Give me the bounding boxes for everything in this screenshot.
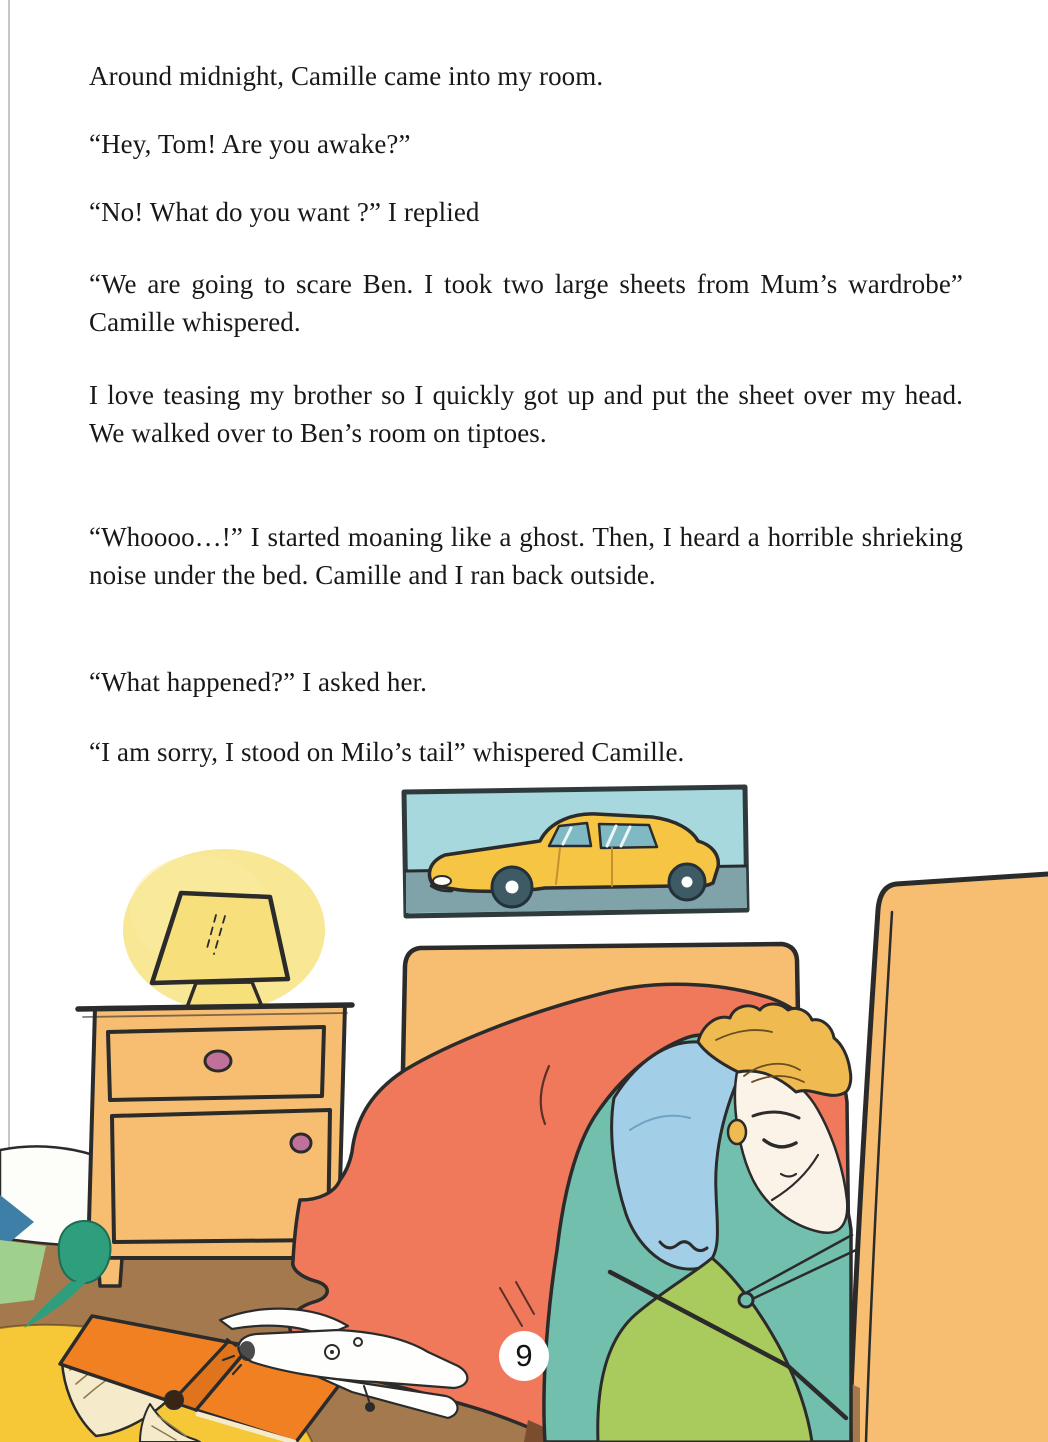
story-paragraph: “Whoooo…!” I started moaning like a ghost. Then, I heard a horrible shrieking noise under the bed. Camille and I ran back outside. <box>89 522 963 590</box>
story-paragraph: “No! What do you want ?” I replied <box>89 197 480 227</box>
drawer-knob-icon <box>205 1051 231 1071</box>
page-number-badge <box>499 1331 549 1381</box>
story-paragraph: “I am sorry, I stood on Milo’s tail” whispered Camille. <box>89 737 685 767</box>
wall-picture-car-icon <box>404 787 747 916</box>
story-paragraph: Around midnight, Camille came into my room. <box>89 61 604 91</box>
story-paragraph: “We are going to scare Ben. I took two large sheets from Mum’s wardrobe” Camille whispered. <box>89 269 963 337</box>
wardrobe <box>849 874 1048 1442</box>
door-knob-icon <box>291 1134 311 1152</box>
ear-icon <box>728 1120 746 1144</box>
page-number: 9 <box>515 1338 533 1373</box>
story-paragraph: “What happened?” I asked her. <box>89 667 427 697</box>
story-paragraph: I love teasing my brother so I quickly got up and put the sheet over my head. We walked over to Ben’s room on tiptoes. <box>89 380 963 448</box>
story-paragraph: “Hey, Tom! Are you awake?” <box>89 129 411 159</box>
